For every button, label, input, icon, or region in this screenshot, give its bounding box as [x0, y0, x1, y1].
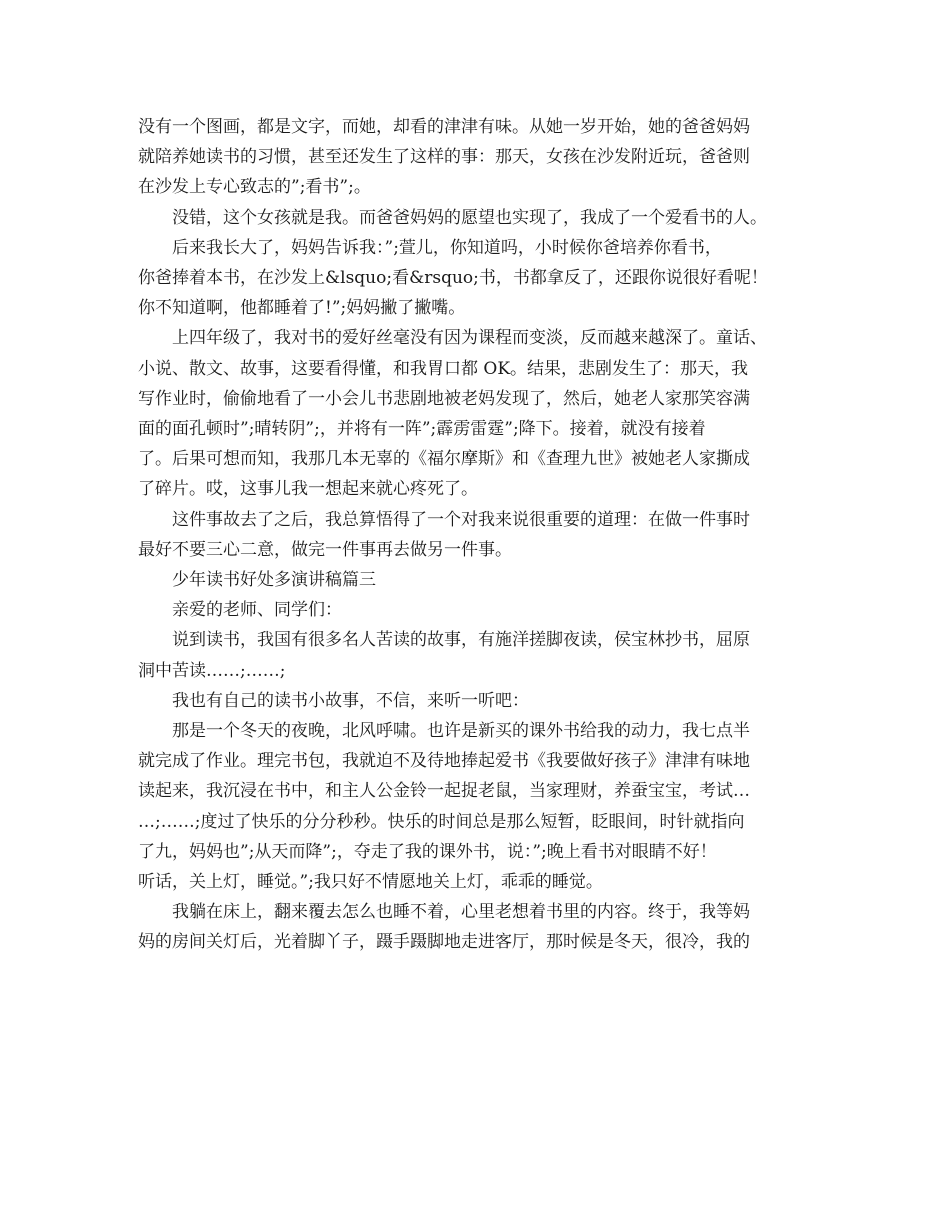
text-line: 妈的房间关灯后，光着脚丫子，蹑手蹑脚地走进客厅，那时候是冬天，很冷，我的: [138, 932, 750, 953]
paragraph: [138, 323, 818, 504]
text-line: 后来我长大了，妈妈告诉我：”;萱儿，你知道吗，小时候你爸培养你看书，: [172, 237, 722, 258]
text-line: 你不知道啊，他都睡着了!”;妈妈撇了撇嘴。: [138, 298, 466, 319]
text-line: 我也有自己的读书小故事，不信，来听一听吧：: [172, 690, 529, 711]
text-line: 少年读书好处多演讲稿篇三: [172, 570, 376, 591]
text-line: 就完成了作业。理完书包，我就迫不及待地捧起爱书《我要做好孩子》津津有味地: [138, 751, 750, 772]
text-line: 了碎片。哎，这事儿我一想起来就心疼死了。: [138, 479, 478, 500]
text-line: 这件事故去了之后，我总算悟得了一个对我来说很重要的道理：在做一件事时: [172, 509, 750, 530]
text-line: 你爸捧着本书，在沙发上&lsquo;看&rsquo;书，书都拿反了，还跟你说很好看呢！: [138, 268, 768, 289]
salutation: [138, 595, 818, 625]
paragraph: [138, 686, 818, 716]
text-line: 洞中苦读……;……;: [138, 660, 286, 681]
text-line: 小说、散文、故事，这要看得懂，和我胃口都 OK。结果，悲剧发生了：那天，我: [138, 358, 749, 379]
paragraph: [138, 203, 818, 233]
paragraph: [138, 233, 818, 324]
paragraph: [138, 897, 818, 957]
text-line: 那是一个冬天的夜晚，北风呼啸。也许是新买的课外书给我的动力，我七点半: [172, 721, 750, 742]
section-heading: [138, 565, 818, 595]
paragraph: [138, 112, 818, 203]
paragraph: [138, 505, 818, 565]
text-line: 就陪养她读书的习惯，甚至还发生了这样的事：那天，女孩在沙发附近玩，爸爸则: [138, 147, 750, 168]
paragraph: [138, 716, 818, 897]
text-line: 没错，这个女孩就是我。而爸爸妈妈的愿望也实现了，我成了一个爱看书的人。: [172, 207, 767, 228]
text-line: 亲爱的老师、同学们：: [172, 600, 342, 621]
text-line: 我躺在床上，翻来覆去怎么也睡不着，心里老想着书里的内容。终于，我等妈: [172, 902, 750, 923]
document-page: [138, 112, 818, 958]
text-line: 没有一个图画，都是文字，而她，却看的津津有味。从她一岁开始，她的爸爸妈妈: [138, 117, 750, 137]
text-line: 读起来，我沉浸在书中，和主人公金铃一起捉老鼠，当家理财，养蚕宝宝，考试…: [138, 781, 750, 802]
text-line: 面的面孔顿时”;晴转阴”;，并将有一阵”;霹雳雷霆”;降下。接着，就没有接着: [138, 419, 706, 440]
text-line: 写作业时，偷偷地看了一小会儿书悲剧地被老妈发现了，然后，她老人家那笑容满: [138, 388, 750, 409]
text-line: 最好不要三心二意，做完一件事再去做另一件事。: [138, 539, 512, 560]
text-line: 了九，妈妈也”;从天而降”;，夺走了我的课外书，说：”;晚上看书对眼睛不好！: [138, 841, 717, 862]
text-line: 说到读书，我国有很多名人苦读的故事，有施洋搓脚夜读，侯宝林抄书，屈原: [172, 630, 750, 651]
text-line: …;……;度过了快乐的分分秒秒。快乐的时间总是那么短暂，眨眼间，时针就指向: [138, 811, 745, 832]
document-body: [138, 112, 818, 958]
text-line: 上四年级了，我对书的爱好丝毫没有因为课程而变淡，反而越来越深了。童话、: [172, 328, 767, 349]
text-line: 听话，关上灯，睡觉。”;我只好不情愿地关上灯，乖乖的睡觉。: [138, 872, 603, 893]
text-line: 在沙发上专心致志的”;看书”;。: [138, 177, 371, 198]
text-line: 了。后果可想而知，我那几本无辜的《福尔摩斯》和《查理九世》被她老人家撕成: [138, 449, 750, 470]
paragraph: [138, 625, 818, 685]
